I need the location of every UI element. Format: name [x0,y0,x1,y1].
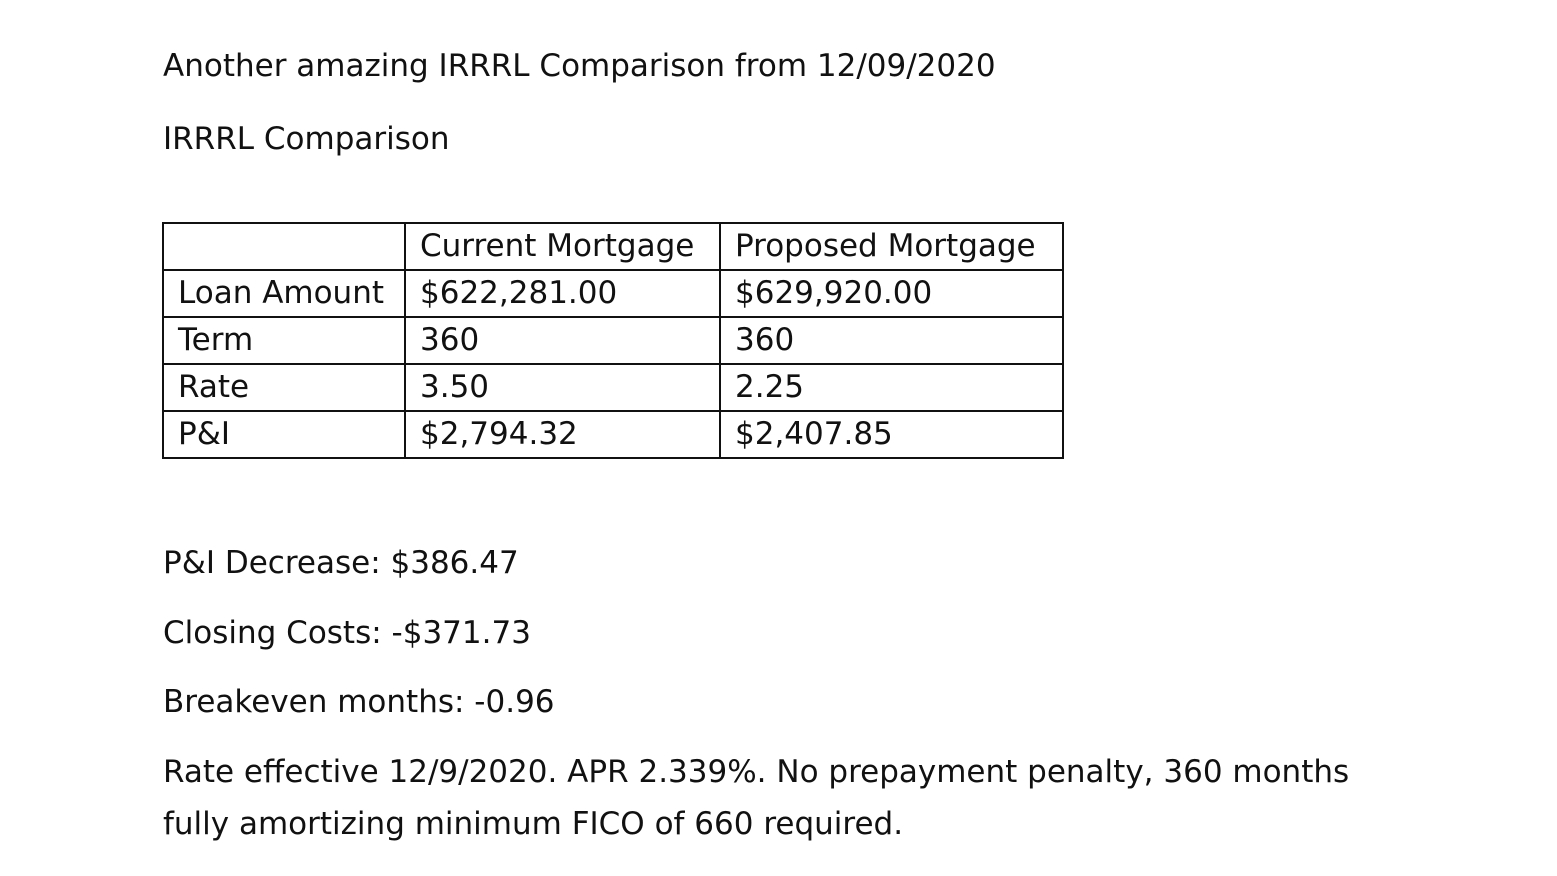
rate-effective-note [163,746,1383,850]
cell-current-term: 360 [405,317,720,364]
cell-proposed-term: 360 [720,317,1063,364]
comparison-table [162,222,1064,459]
table-header-current: Current Mortgage [405,223,720,270]
table-row [163,317,1063,364]
table-row [163,364,1063,411]
cell-proposed-pi: $2,407.85 [720,411,1063,458]
table-row [163,411,1063,458]
closing-costs-text: Closing Costs: -$371.73 [163,615,531,651]
row-label-pi: P&I [163,411,405,458]
cell-proposed-loan-amount: $629,920.00 [720,270,1063,317]
pi-decrease-text: P&I Decrease: $386.47 [163,545,519,581]
cell-current-pi: $2,794.32 [405,411,720,458]
rate-note-line-1: Rate effective 12/9/2020. APR 2.339%. No prepayment penalty, 360 months [163,754,1350,790]
document-heading: Another amazing IRRRL Comparison from 12/09/2020 [163,48,996,84]
table-row [163,270,1063,317]
cell-current-rate: 3.50 [405,364,720,411]
table-header-row [163,223,1063,270]
cell-proposed-rate: 2.25 [720,364,1063,411]
table-header-cell-empty [163,223,405,270]
document-subheading: IRRRL Comparison [163,121,450,157]
table-header-proposed: Proposed Mortgage [720,223,1063,270]
breakeven-months-text: Breakeven months: -0.96 [163,684,555,720]
cell-current-loan-amount: $622,281.00 [405,270,720,317]
row-label-rate: Rate [163,364,405,411]
row-label-term: Term [163,317,405,364]
row-label-loan-amount: Loan Amount [163,270,405,317]
rate-note-line-2: fully amortizing minimum FICO of 660 required. [163,806,904,842]
